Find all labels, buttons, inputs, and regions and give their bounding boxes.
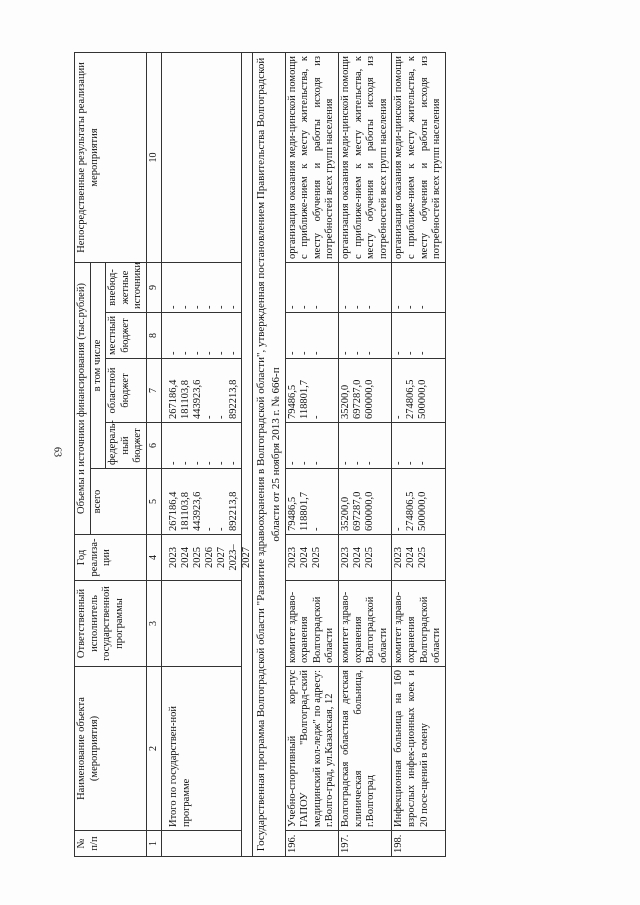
col-number: 9 — [146, 262, 161, 312]
object-name: Инфекционная больница на 160 взрослых инфек-ционных коек и 20 посе-щений в смену — [392, 667, 445, 831]
cell-value: - — [310, 527, 322, 531]
cell-value: - — [215, 351, 227, 355]
col-total-header: всего — [90, 469, 146, 535]
cell-value: - — [227, 351, 239, 355]
cell-value: 2024 — [298, 547, 310, 568]
cell-value: 600000,0 — [364, 379, 376, 419]
cell-value: - — [393, 305, 405, 309]
cell-value: - — [167, 305, 179, 309]
cell-value: - — [364, 461, 376, 465]
column-numbers-row — [146, 52, 161, 856]
row-years — [339, 535, 392, 581]
row-extra — [285, 262, 338, 312]
row-federal — [339, 423, 392, 469]
row-local — [392, 313, 445, 359]
col-name-header: Наименование объекта (мероприятия) — [75, 667, 147, 831]
row-result: организация оказания меди-цинской помощи с приближе-нием к месту жительства, к месту обучения и работы исходя из потребностей всех групп населения — [339, 52, 392, 262]
row-extra — [392, 262, 445, 312]
cell-value: - — [227, 305, 239, 309]
col-number: 6 — [146, 423, 161, 469]
cell-value: 274806,5 — [405, 379, 417, 419]
cell-value: - — [298, 461, 310, 465]
col-number: 7 — [146, 359, 161, 423]
row-regional — [392, 359, 445, 423]
financing-table — [74, 52, 446, 857]
col-executor-header: Ответственный исполнитель государственной программы — [75, 581, 147, 667]
rotated-table-page — [74, 37, 640, 857]
cell-value: - — [179, 305, 191, 309]
row-years — [392, 535, 445, 581]
row-local — [285, 313, 338, 359]
cell-value: - — [393, 351, 405, 355]
cell-value: 274806,5 — [405, 491, 417, 531]
cell-value: - — [352, 461, 364, 465]
col-federal-header: федераль-ный бюджет — [106, 423, 147, 469]
col-number: 4 — [146, 535, 161, 581]
cell-value: 2026 — [203, 547, 215, 568]
cell-value: - — [286, 351, 298, 355]
cell-value: - — [417, 305, 429, 309]
table-row — [285, 52, 338, 856]
cell-value: - — [191, 305, 203, 309]
executor: комитет здраво-охранения Волгоградской области — [392, 581, 445, 667]
object-name: Учебно-спортивный кор-пус ГАПОУ "Волгоград-ский медицинский кол-ледж" по адресу: г.Волго-град, ул.Казахская, 12 — [285, 667, 338, 831]
cell-value: - — [393, 527, 405, 531]
col-number: 3 — [146, 581, 161, 667]
row-total — [339, 469, 392, 535]
cell-value: - — [191, 461, 203, 465]
summary-row — [161, 52, 241, 856]
cell-value: - — [393, 415, 405, 419]
program-title: Государственная программа Волгоградской области "Развитие здравоохранения в Волгоградской области", утвержденная постановлением Правительства Волгоградской области от 25 ноября 2013 г. № 666-п — [252, 52, 285, 856]
cell-value: 181103,8 — [179, 492, 191, 531]
cell-value: - — [393, 461, 405, 465]
summary-local — [161, 313, 241, 359]
cell-value: - — [298, 305, 310, 309]
cell-value: 79486,5 — [286, 496, 298, 531]
summary-regional — [161, 359, 241, 423]
table-row — [392, 52, 445, 856]
object-name: Волгоградская областная детская клиническая больница, г.Волгоград — [339, 667, 392, 831]
cell-value: 2024 — [179, 547, 191, 568]
cell-value: 697287,0 — [352, 491, 364, 531]
row-regional — [339, 359, 392, 423]
row-local — [339, 313, 392, 359]
cell-value: 500000,0 — [417, 491, 429, 531]
executor: комитет здраво-охранения Волгоградской области — [285, 581, 338, 667]
cell-value: 2027 — [215, 547, 227, 568]
cell-value: - — [167, 461, 179, 465]
row-extra — [339, 262, 392, 312]
cell-value: - — [310, 461, 322, 465]
cell-value: - — [179, 351, 191, 355]
cell-value: - — [215, 415, 227, 419]
row-regional — [285, 359, 338, 423]
col-result-header: Непосредственные результаты реализации мероприятия — [75, 52, 147, 262]
cell-value: 2024 — [405, 547, 417, 568]
cell-value: - — [203, 415, 215, 419]
col-number: 1 — [146, 831, 161, 857]
cell-value: - — [405, 461, 417, 465]
row-number: 198. — [392, 831, 445, 857]
cell-value: - — [364, 305, 376, 309]
cell-value: - — [352, 351, 364, 355]
cell-value: - — [405, 351, 417, 355]
row-federal — [392, 423, 445, 469]
cell-value: - — [179, 461, 191, 465]
cell-value: 79486,5 — [286, 384, 298, 419]
incl-header: в том числе — [90, 262, 106, 468]
cell-value: - — [310, 305, 322, 309]
cell-value: - — [286, 305, 298, 309]
cell-value: - — [364, 351, 376, 355]
cell-value: - — [167, 351, 179, 355]
cell-value: - — [340, 305, 352, 309]
cell-value: - — [215, 527, 227, 531]
cell-value: 118801,7 — [298, 492, 310, 531]
cell-value: - — [203, 527, 215, 531]
summary-label: Итого по государствен-ной программе — [161, 667, 241, 831]
summary-years — [161, 535, 252, 581]
col-num-header: № п/п — [75, 831, 147, 857]
cell-value: - — [352, 305, 364, 309]
row-total — [285, 469, 338, 535]
col-number: 5 — [146, 469, 161, 535]
cell-value: 443923,6 — [191, 379, 203, 419]
row-number: 197. — [339, 831, 392, 857]
cell-value: - — [417, 461, 429, 465]
row-result: организация оказания меди-цинской помощи с приближе-нием к месту жительства, к месту обучения и работы исходя из потребностей всех групп населения — [285, 52, 338, 262]
cell-value: - — [405, 305, 417, 309]
cell-value: - — [203, 305, 215, 309]
cell-value: 2025 — [417, 547, 429, 568]
cell-value: - — [340, 351, 352, 355]
cell-value: 2023 — [167, 547, 179, 568]
cell-value: - — [310, 351, 322, 355]
summary-total — [161, 469, 241, 535]
cell-value: 443923,6 — [191, 491, 203, 531]
row-federal — [285, 423, 338, 469]
cell-value: - — [227, 461, 239, 465]
cell-value: - — [203, 461, 215, 465]
col-number: 8 — [146, 313, 161, 359]
cell-value: - — [298, 351, 310, 355]
page-number: 63 — [51, 447, 63, 457]
cell-value: - — [417, 351, 429, 355]
cell-value: - — [203, 351, 215, 355]
cell-value: 2023 — [340, 547, 352, 568]
financing-group-header: Объемы и источники финансирования (тыс.рублей) — [75, 262, 91, 534]
program-title-row — [252, 52, 285, 856]
cell-value: 2024 — [352, 547, 364, 568]
cell-value: 500000,0 — [417, 379, 429, 419]
cell-value: 35200,0 — [340, 384, 352, 419]
table-row — [339, 52, 392, 856]
col-number: 2 — [146, 667, 161, 831]
executor: комитет здраво-охранения Волгоградской области — [339, 581, 392, 667]
col-year-header: Год реализа-ции — [75, 535, 147, 581]
col-number: 10 — [146, 52, 161, 262]
row-number: 196. — [285, 831, 338, 857]
cell-value: 267186,4 — [167, 491, 179, 531]
row-total — [392, 469, 445, 535]
cell-value: 2025 — [191, 547, 203, 568]
cell-value: 35200,0 — [340, 496, 352, 531]
cell-value: 892213,8 — [227, 491, 239, 531]
cell-value: 2025 — [310, 547, 322, 568]
row-result: организация оказания меди-цинской помощи с приближе-нием к месту жительства, к месту обучения и работы исходя из потребностей всех групп населения — [392, 52, 445, 262]
cell-value: 267186,4 — [167, 379, 179, 419]
col-regional-header: областной бюджет — [106, 359, 147, 423]
col-local-header: местный бюджет — [106, 313, 147, 359]
summary-federal — [161, 423, 241, 469]
cell-value: 118801,7 — [298, 380, 310, 419]
cell-value: 2025 — [364, 547, 376, 568]
cell-value: - — [191, 351, 203, 355]
cell-value: 2023–2027 — [227, 544, 252, 571]
cell-value: - — [215, 305, 227, 309]
header-row — [75, 52, 91, 856]
cell-value: - — [215, 461, 227, 465]
summary-extra — [161, 262, 241, 312]
cell-value: - — [340, 461, 352, 465]
cell-value: 600000,0 — [364, 491, 376, 531]
row-years — [285, 535, 338, 581]
cell-value: 2023 — [286, 547, 298, 568]
cell-value: 892213,8 — [227, 379, 239, 419]
cell-value: 2023 — [393, 547, 405, 568]
cell-value: - — [286, 461, 298, 465]
cell-value: 697287,0 — [352, 379, 364, 419]
cell-value: - — [310, 415, 322, 419]
cell-value: 181103,8 — [179, 380, 191, 419]
col-extra-header: внебюд-жетные источники — [106, 262, 147, 312]
